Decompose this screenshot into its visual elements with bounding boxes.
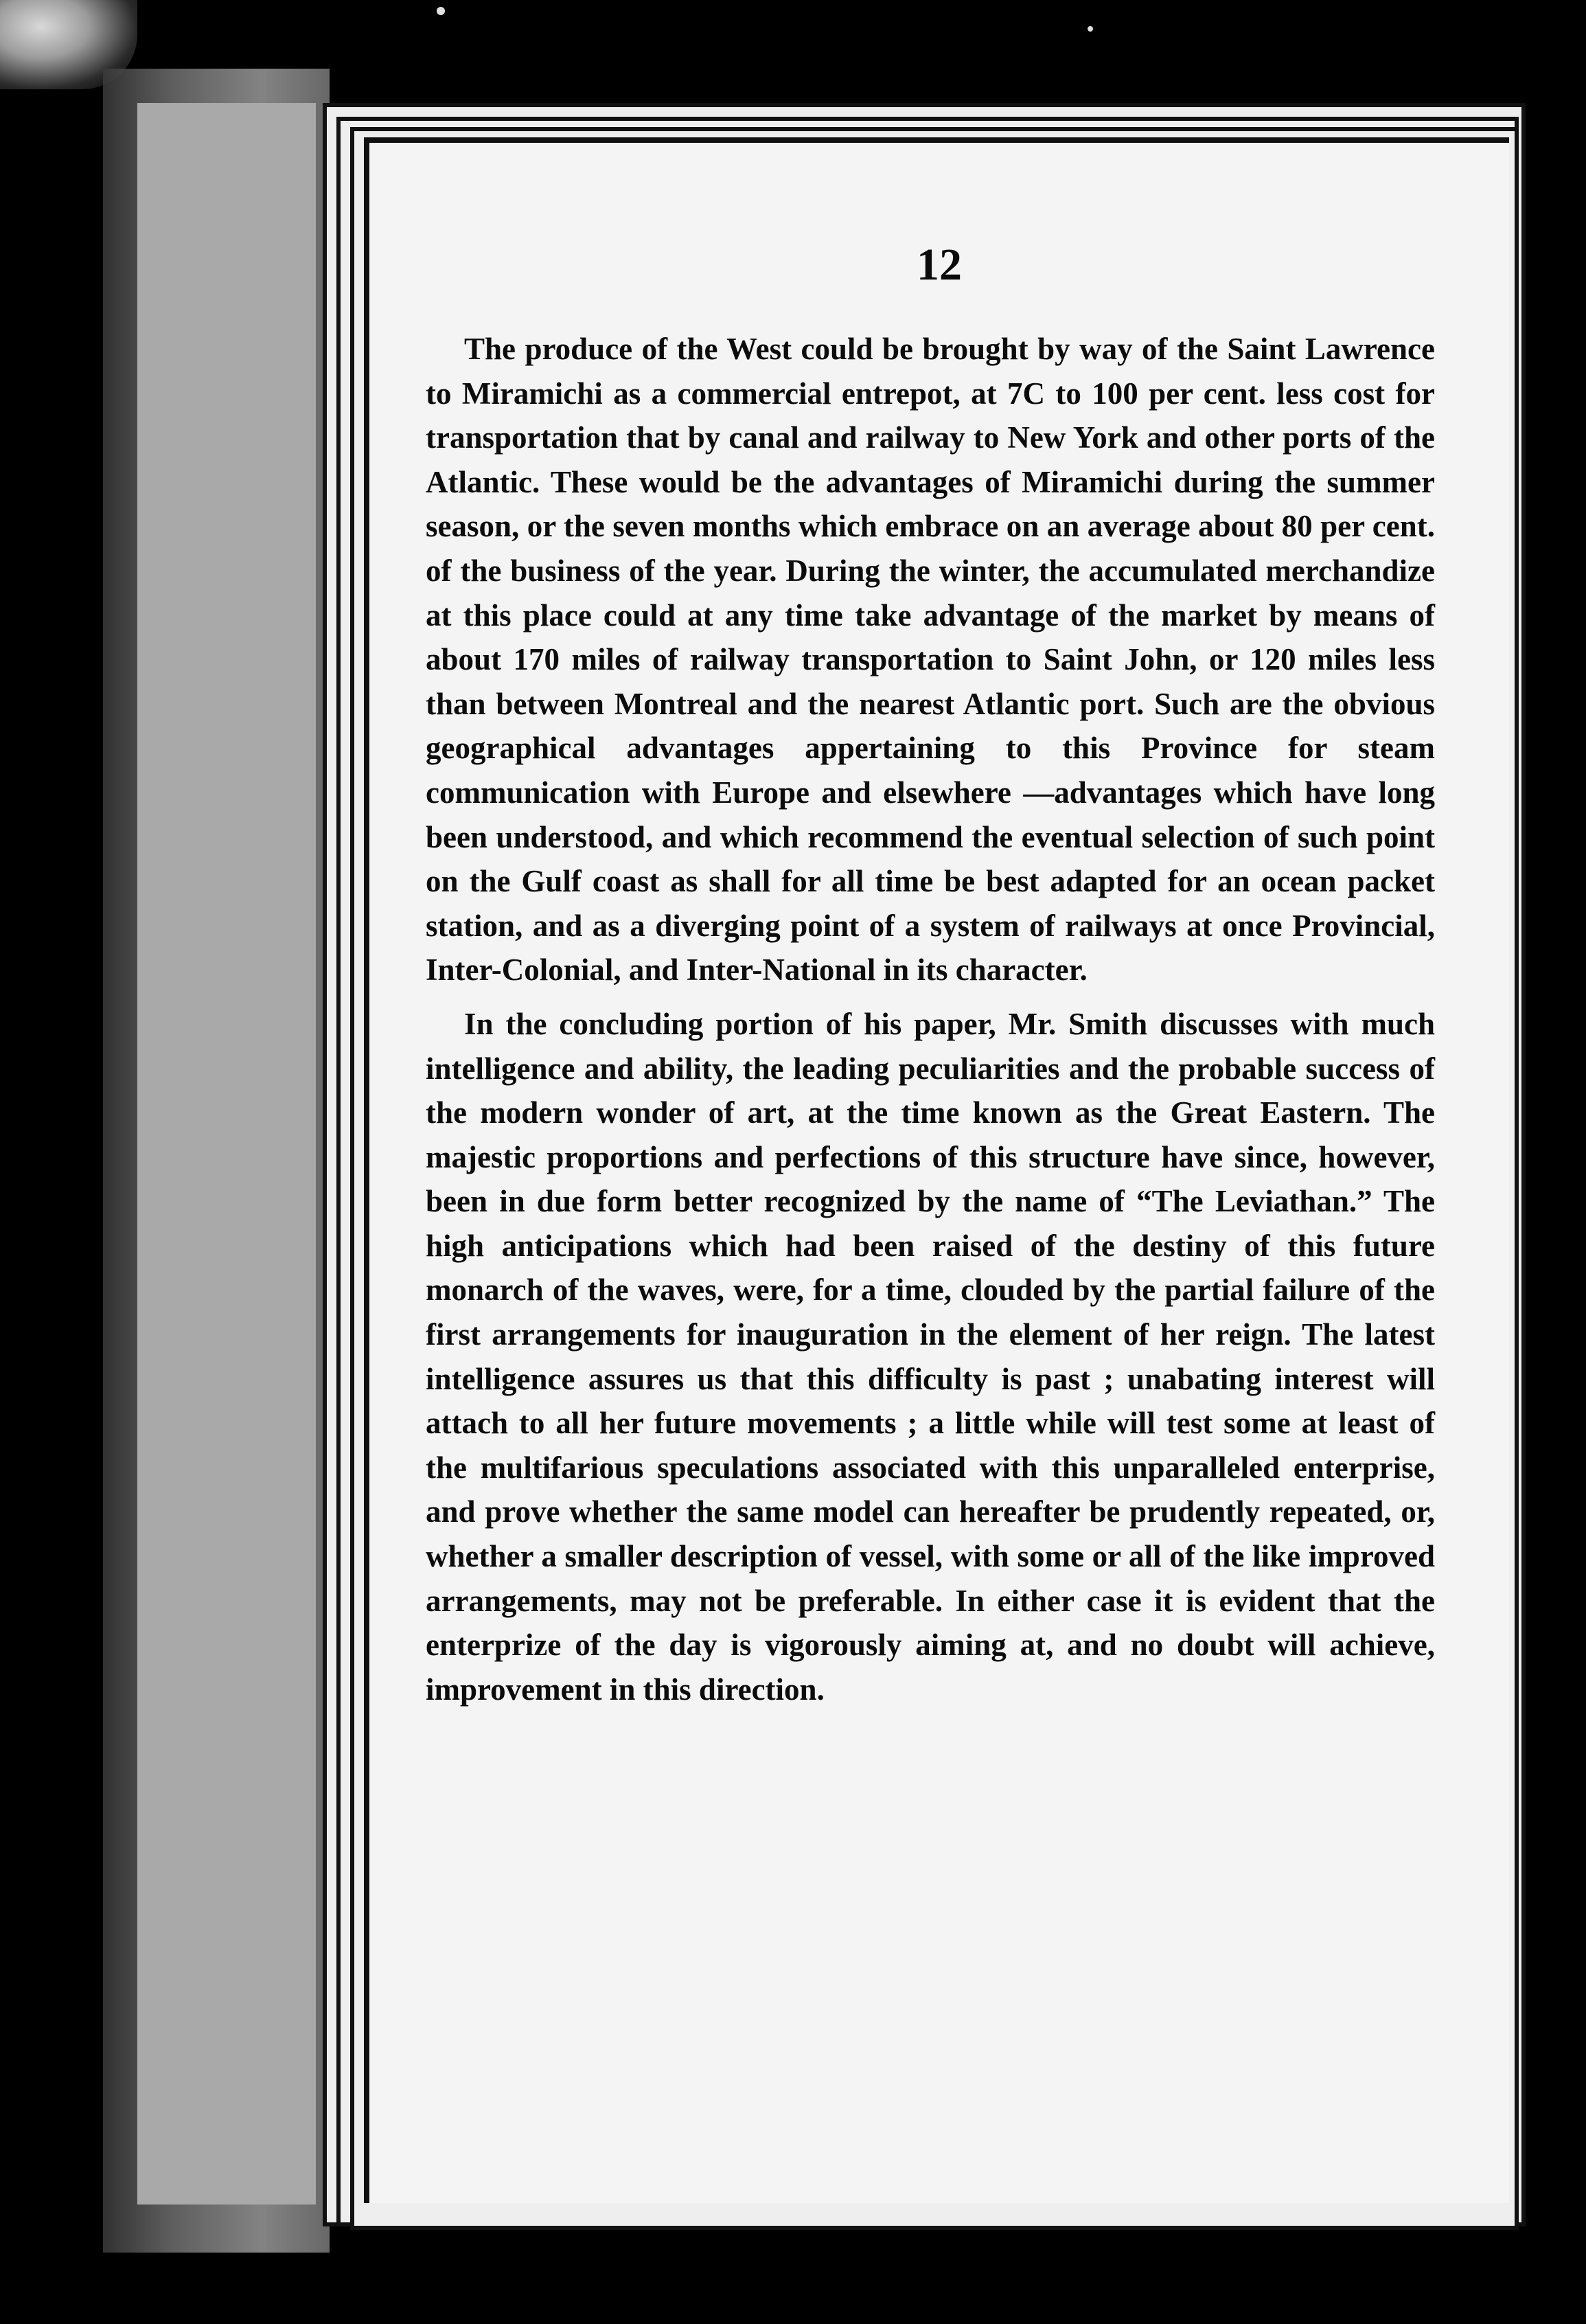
left-margin-surround-inner xyxy=(137,103,316,2205)
body-text xyxy=(426,327,1435,1711)
dust-speck xyxy=(437,7,445,15)
book-page xyxy=(364,137,1509,2203)
page-number: 12 xyxy=(917,240,962,290)
dust-speck xyxy=(1088,26,1093,32)
paragraph-1: The produce of the West could be brought by way of the Saint Lawrence to Miramichi as a commercial entrepot, at 7C to 100 per cent. less cost for transportation that by canal and railway to New York and other ports of the Atlantic. These would be the advantages of Miramichi during the summer season, or the seven months which embrace on an average about 80 per cent. of the business of the year. During the winter, the accumulated merchandize at this place could at any time take advantage of the market by means of about 170 miles of railway transportation to Saint John, or 120 miles less than between Montreal and the nearest Atlantic port. Such are the obvious geographical advantages appertaining to this Province for steam communication with Europe and elsewhere —advantages which have long been understood, and which recommend the eventual selection of such point on the Gulf coast as shall for all time be best adapted for an ocean packet station, and as a diverging point of a system of railways at once Provincial, Inter-Colonial, and Inter-National in its character. xyxy=(426,332,1435,988)
paragraph-2: In the concluding portion of his paper, Mr. Smith discusses with much intelligence and ability, the leading peculiarities and the probable success of the modern wonder of art, at the time known as the Great Eastern. The majestic proportions and perfections of this structure have since, however, been in due form better recognized by the name of “The Leviathan.” The high anticipations which had been raised of the destiny of this future monarch of the waves, were, for a time, clouded by the partial failure of the first arrangements for inauguration in the element of her reign. The latest intelligence assures us that this difficulty is past ; unabating interest will attach to all her future movements ; a little while will test some at least of the multifarious speculations associated with this unparalleled enterprise, and prove whether the same model can hereafter be prudently repeated, or, whether a smaller description of vessel, with some or all of the like improved arrangements, may not be preferable. In either case it is evident that the enterprize of the day is vigorously aiming at, and no doubt will achieve, improvement in this direction. xyxy=(426,1006,1435,1707)
